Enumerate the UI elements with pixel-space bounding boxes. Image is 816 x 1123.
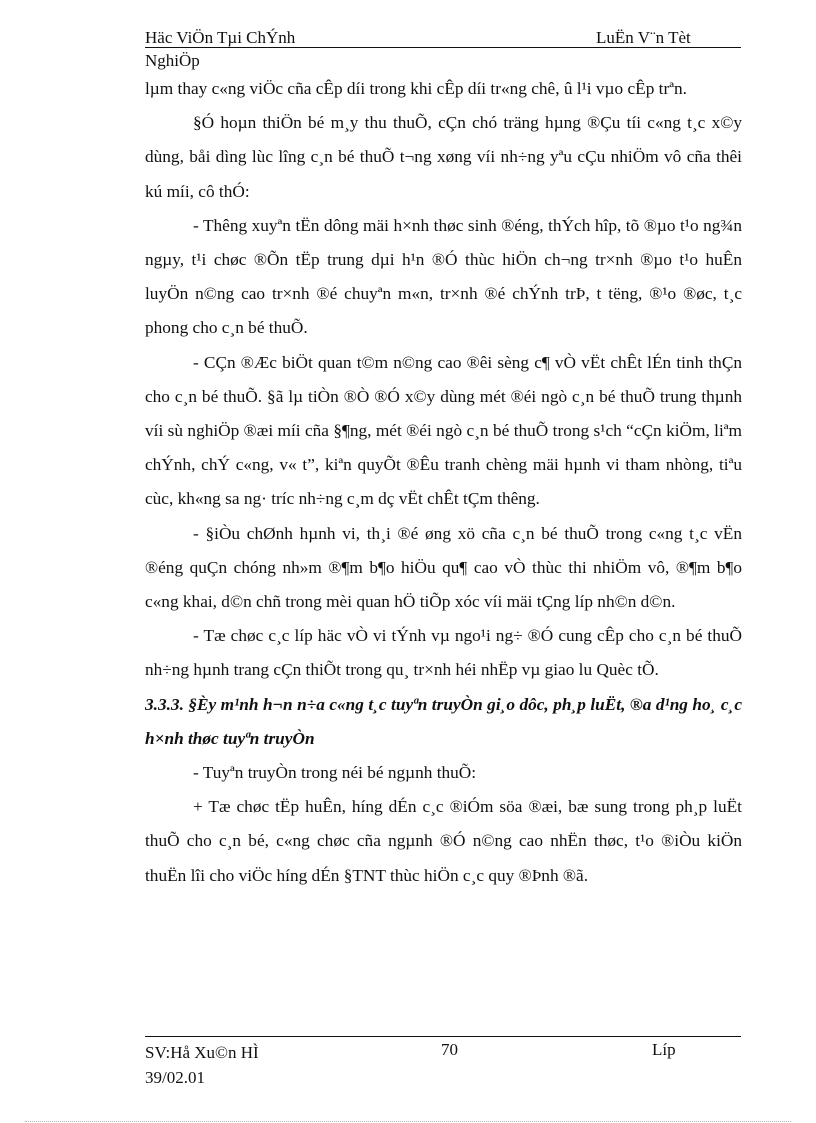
footer-student-class: 39/02.01 — [145, 1068, 205, 1087]
header-rule — [145, 47, 741, 48]
header-institution: Häc ViÖn Tµi ChÝnh — [145, 28, 296, 47]
body-paragraph: lµm thay c«ng viÖc cña cÊp díi trong khi cÊp díi tr«ng chê, û l¹i vµo cÊp trªn. — [145, 79, 687, 98]
section-heading: 3.3.3. §Èy m¹nh h¬n n÷a c«ng t¸c tuyªn truyÒn gi¸o dôc, ph¸p luËt, ®a d¹ng ho¸ c¸c h×nh thøc tuyªn truyÒn — [145, 694, 742, 748]
header-thesis-type: LuËn V¨n Tèt — [596, 28, 691, 47]
body-paragraph: + Tæ chøc tËp huÊn, híng dÉn c¸c ®iÓm söa ®æi, bæ sung trong ph¸p luËt thuÕ cho c¸n bé, c«ng chøc cña ngµnh ®Ó n©ng cao nhËn thøc, t¹o ®iÒu kiÖn thuËn lîi cho viÖc híng dÉn §TNT thùc hiÖn c¸c quy ®Þnh ®ã. — [145, 797, 742, 885]
footer-rule — [145, 1036, 741, 1037]
body-paragraph: §Ó hoµn thiÖn bé m¸y thu thuÕ, cÇn chó träng hµng ®Çu tíi c«ng t¸c x©y dùng, båi dìng lùc lîng c¸n bé thuÕ t¬ng xøng víi nh÷ng yªu cÇu nhiÖm vô cña thêi kú míi, cô thÓ: — [145, 113, 742, 201]
page-number: 70 — [441, 1040, 458, 1059]
body-paragraph: - Tuyªn truyÒn trong néi bé ngµnh thuÕ: — [193, 763, 477, 783]
body-paragraph: - Tæ chøc c¸c líp häc vÒ vi tÝnh vµ ngo¹i ng÷ ®Ó cung cÊp cho c¸n bé thuÕ nh÷ng hµnh trang cÇn thiÕt trong qu¸ tr×nh héi nhËp vµ giao lu Quèc tÕ. — [145, 626, 742, 680]
body-paragraph: - §iÒu chØnh hµnh vi, th¸i ®é øng xö cña c¸n bé thuÕ trong c«ng t¸c vËn ®éng quÇn chóng nh»m ®¶m b¶o hiÖu qu¶ cao vÒ thùc thi nhiÖm vô, ®¶m b¶o c«ng khai, d©n chñ trong mèi quan hÖ tiÕp xóc víi mäi tÇng líp nh©n d©n. — [145, 523, 742, 612]
body-paragraph: - Thêng xuyªn tËn dông mäi h×nh thøc sinh ®éng, thÝch hîp, tõ ®µo t¹o ng¾n ngµy, t¹i chøc ®Õn tËp trung dµi h¹n ®Ó thùc hiÖn ch¬ng tr×nh ®µo t¹o huÊn luyÖn n©ng cao tr×nh ®é chuyªn m«n, tr×nh ®é chÝnh trÞ, t tëng, ®¹o ®øc, t¸c phong cho c¸n bé thuÕ. — [145, 215, 742, 338]
footer-class-label: Líp — [652, 1040, 676, 1059]
page-bottom-edge — [25, 1121, 791, 1122]
body-paragraph: - CÇn ®Æc biÖt quan t©m n©ng cao ®êi sèng c¶ vÒ vËt chÊt lÉn tinh thÇn cho c¸n bé thuÕ. §ã lµ tiÒn ®Ò ®Ó x©y dùng mét ®éi ngò c¸n bé thuÕ trung thµnh víi sù nghiÖp ®æi míi cña §¶ng, mét ®éi ngò c¸n bé thuÕ trong s¹ch “cÇn kiÖm, liªm chÝnh, chÝ c«ng, v« t”, kiªn quyÕt ®Êu tranh chèng mäi hµnh vi tham nhòng, tiªu cùc, kh«ng sa ng· tríc nh÷ng c¸m dç vËt chÊt tÇm thêng. — [145, 352, 742, 509]
footer-student-name: SV:Hå Xu©n HÌ — [145, 1043, 259, 1062]
footer-student — [145, 1040, 259, 1090]
header-thesis-type-continued: NghiÖp — [145, 51, 200, 70]
document-body — [145, 72, 742, 893]
